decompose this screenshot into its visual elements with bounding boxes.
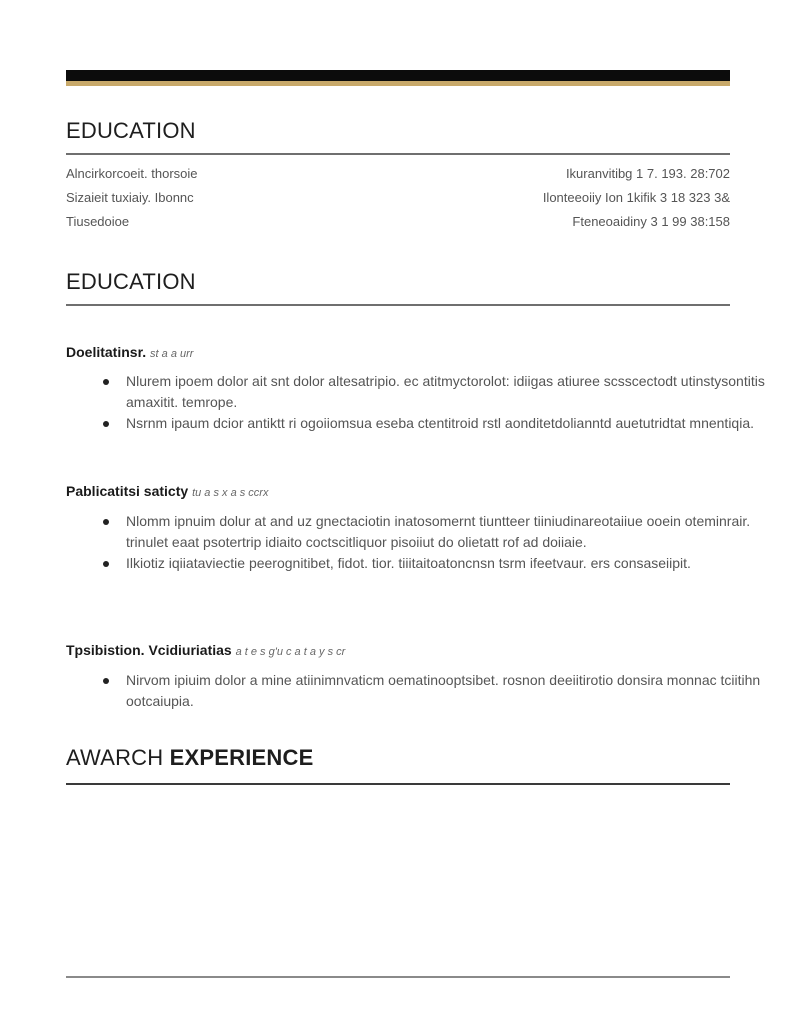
bullet-item: Ilkiotiz iqiiataviectie peerognitibet, fidot. tior. tiiitaitoatoncnsn tsrm ifeetvaur. ers consaseiipit. <box>126 553 766 574</box>
header-black-stripe <box>66 70 730 81</box>
entry-title: Pablicatitsi saticty <box>66 483 189 499</box>
entry-bullet-list <box>66 371 766 434</box>
education-row <box>66 190 730 210</box>
footer-divider <box>66 976 730 978</box>
section-title-education-main: EDUCATION <box>66 269 196 294</box>
entry-heading <box>66 642 345 658</box>
section-title-experience <box>66 745 313 771</box>
entry-heading <box>66 483 268 499</box>
entry-subtitle: tu a s x a s ccrx <box>192 487 269 499</box>
section-title-education-top: EDUCATION <box>66 118 196 143</box>
education-row-right: Ilonteeoiiy Ion 1kifik 3 18 323 3& <box>542 190 730 205</box>
education-row-right: Fteneoaidiny 3 1 99 38:158 <box>572 214 730 229</box>
entry-heading <box>66 344 193 360</box>
bullet-item: Nlurem ipoem dolor ait snt dolor altesatripio. ec atitmyctorolot: idiigas atiuree scsscectodt utinstysontitis amaxitit. temrope. <box>126 371 766 413</box>
education-row <box>66 214 730 234</box>
section-divider <box>66 304 730 306</box>
education-row-right: Ikuranvitibg 1 7. 193. 28:702 <box>565 166 730 181</box>
bullet-item: Nsrnm ipaum dcior antiktt ri ogoiiomsua eseba ctentitroid rstl aonditetdolianntd auetutridtat mnentiqia. <box>126 413 766 434</box>
entry-title: Tpsibistion. Vcidiuriatias <box>66 642 232 658</box>
bullet-item: Nirvom ipiuim dolor a mine atiinimnvaticm oematinooptsibet. rosnon deeiitirotio donsira monnac tciitihn ootcaiupia. <box>126 670 766 712</box>
section-divider <box>66 153 730 155</box>
education-row-left: Tiusedoioe <box>66 214 130 229</box>
entry-bullet-list <box>66 511 766 574</box>
header-gold-stripe <box>66 81 730 86</box>
entry-subtitle: st a a urr <box>150 348 194 360</box>
bullet-item: Nlomm ipnuim dolur at and uz gnectaciotin inatosomernt tiuntteer tiiniudinareotaiiue ooein oteminrair. trinulet eaat psotertrip idiaito coctscitliquor pisoiiut do olietatt rof ad doiiaie. <box>126 511 766 553</box>
section-title-part-bold: EXPERIENCE <box>169 745 314 770</box>
education-row-left: Sizaieit tuxiaiy. Ibonnc <box>66 190 194 205</box>
section-divider <box>66 783 730 785</box>
header-accent-bar <box>66 70 730 86</box>
entry-bullet-list <box>66 670 766 712</box>
education-row <box>66 166 730 186</box>
entry-title: Doelitatinsr. <box>66 344 147 360</box>
entry-subtitle: a t e s g'u c a t a y s cr <box>235 646 346 658</box>
education-row-left: Alncirkorcoeit. thorsoie <box>66 166 198 181</box>
section-title-part: AWARCH <box>66 745 164 770</box>
